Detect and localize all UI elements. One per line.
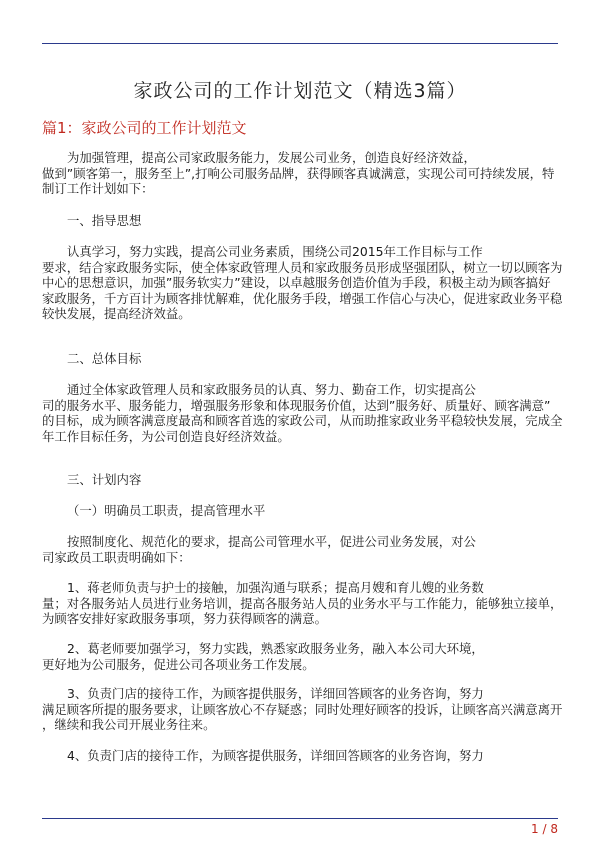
text-line: 司家政员工职责明确如下： — [42, 549, 191, 565]
document-title: 家政公司的工作计划范文（精选3篇） — [133, 80, 467, 102]
text-line: 一、指导思想 — [67, 213, 142, 228]
text-line: 制订工作计划如下： — [42, 181, 154, 196]
text-line: 中心的思想意识，加强”服务软实力”建设，以卓越服务创造价值为手段，积极主动为顾客搞好 — [42, 275, 551, 290]
text-line: 量；对各服务站人员进行业务培训，提高各服务站人员的业务水平与工作能力，能够独立接单， — [42, 595, 563, 611]
text-line: 较快发展，提高经济效益。 — [42, 306, 191, 321]
text-line: 认真学习，努力实践，提高公司业务素质，围绕公司2015年工作目标与工作 — [67, 244, 483, 259]
text-line: 按照制度化、规范化的要求，提高公司管理水平，促进公司业务发展，对公 — [67, 534, 476, 549]
text-line: 4、负责门店的接待工作，为顾客提供服务，详细回答顾客的业务咨询，努力 — [67, 748, 484, 763]
section-heading: 篇1：家政公司的工作计划范文 — [42, 119, 247, 137]
text-line: ，继续和我公司开展业务往来。 — [42, 717, 216, 732]
header-rule — [42, 43, 558, 44]
text-line: 司的服务水平、服务能力，增强服务形象和体现服务价值，达到”服务好、质量好、顾客满意” — [42, 397, 551, 413]
text-line: 三、计划内容 — [67, 472, 142, 487]
text-line: 2、葛老师要加强学习，努力实践，熟悉家政服务业务，融入本公司大环境， — [67, 641, 484, 656]
text-line: 通过全体家政管理人员和家政服务员的认真、努力、勤奋工作，切实提高公 — [67, 382, 476, 397]
text-line: 满足顾客所提的服务要求，让顾客放心不存疑惑；同时处理好顾客的投诉，让顾客高兴满意离开 — [42, 701, 563, 717]
text-line: 二、总体目标 — [67, 351, 142, 366]
text-line: 为顾客安排好家政服务事项，努力获得顾客的满意。 — [42, 611, 327, 626]
text-line: 为加强管理，提高公司家政服务能力，发展公司业务，创造良好经济效益， — [67, 150, 476, 165]
text-line: 的目标，成为顾客满意度最高和顾客首选的家政公司，从而助推家政业务平稳较快发展，完成全 — [42, 413, 563, 428]
footer-rule — [42, 818, 558, 819]
page-number: 1 / 8 — [531, 822, 558, 836]
text-line: 更好地为公司服务，促进公司各项业务工作发展。 — [42, 656, 315, 672]
text-line: 年工作目标任务，为公司创造良好经济效益。 — [42, 428, 290, 444]
text-line: 家政服务，千方百计为顾客排忧解难，优化服务手段，增强工作信心与决心，促进家政业务平稳 — [42, 290, 563, 306]
text-line: （一）明确员工职责，提高管理水平 — [67, 503, 266, 518]
text-line: 1、蒋老师负责与护士的接触，加强沟通与联系；提高月嫂和育儿嫂的业务数 — [67, 580, 484, 595]
text-line: 要求，结合家政服务实际，使全体家政管理人员和家政服务员形成坚强团队，树立一切以顾客为 — [42, 259, 563, 275]
text-line: 3、负责门店的接待工作，为顾客提供服务，详细回答顾客的业务咨询，努力 — [67, 686, 484, 701]
text-line: 做到”顾客第一，服务至上”,打响公司服务品牌，获得顾客真诚满意，实现公司可持续发展，特 — [42, 165, 555, 181]
